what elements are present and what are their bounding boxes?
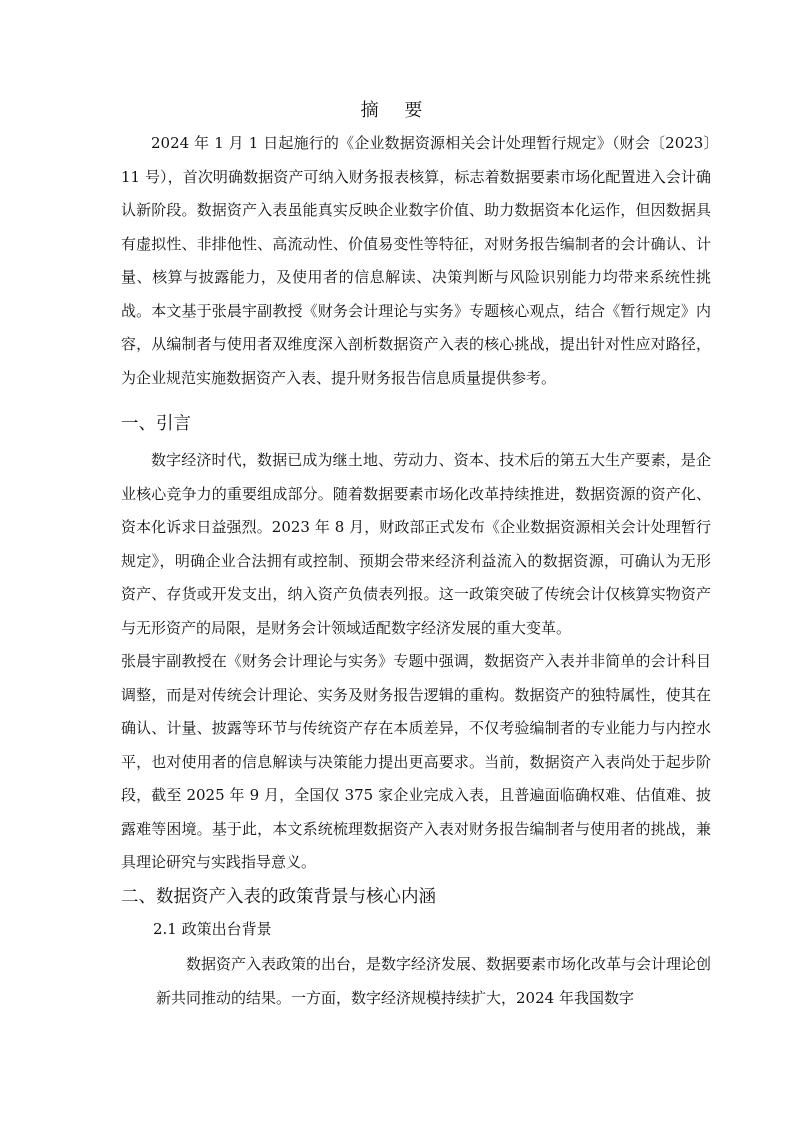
section1-paragraph-1: 数字经济时代，数据已成为继土地、劳动力、资本、技术后的第五大生产要素，是企业核心竞争力的重要组成部分。随着数据要素市场化改革持续推进，数据资源的资产化、资本化诉求日益强烈。2023 年 8 月，财政部正式发布《企业数据资源相关会计处理暂行规定》，明确企业合法拥有或控制、预期会带来经济利益流入的数据资源，可确认为无形资产、存货或开发支出，纳入资产负债表列报。这一政策突破了传统会计仅核算实物资产与无形资产的局限，是财务会计领域适配数字经济发展的重大变革。	[121, 451, 711, 637]
section1-heading: 一、引言	[121, 414, 191, 434]
section2-1-paragraph: 数据资产入表政策的出台，是数字经济发展、数据要素市场化改革与会计理论创新共同推动的结果。一方面，数字经济规模持续扩大，2024 年我国数字	[156, 955, 712, 1007]
section2-heading: 二、数据资产入表的政策背景与核心内涵	[121, 887, 436, 907]
abstract-paragraph: 2024 年 1 月 1 日起施行的《企业数据资源相关会计处理暂行规定》（财会〔2023〕11 号），首次明确数据资产可纳入财务报表核算，标志着数据要素市场化配置进入会计确认新阶段。数据资产入表虽能真实反映企业数字价值、助力数据资本化运作，但因数据具有虚拟性、非排他性、高流动性、价值易变性等特征，对财务报告编制者的会计确认、计量、核算与披露能力，及使用者的信息解读、决策判断与风险识别能力均带来系统性挑战。本文基于张晨宇副教授《财务会计理论与实务》专题核心观点，结合《暂行规定》内容，从编制者与使用者双维度深入剖析数据资产入表的核心挑战，提出针对性应对路径，为企业规范实施数据资产入表、提升财务报告信息质量提供参考。	[121, 134, 711, 387]
abstract-title: 摘 要	[360, 100, 433, 121]
section2-1-heading: 2.1 政策出台背景	[153, 920, 272, 938]
section1-paragraph-2: 张晨宇副教授在《财务会计理论与实务》专题中强调，数据资产入表并非简单的会计科目调整，而是对传统会计理论、实务及财务报告逻辑的重构。数据资产的独特属性，使其在确认、计量、披露等环节与传统资产存在本质差异，不仅考验编制者的专业能力与内控水平，也对使用者的信息解读与决策能力提出更高要求。当前，数据资产入表尚处于起步阶段，截至 2025 年 9 月，全国仅 375 家企业完成入表，且普遍面临确权难、估值难、披露难等困境。基于此，本文系统梳理数据资产入表对财务报告编制者与使用者的挑战，兼具理论研究与实践指导意义。	[121, 652, 711, 871]
